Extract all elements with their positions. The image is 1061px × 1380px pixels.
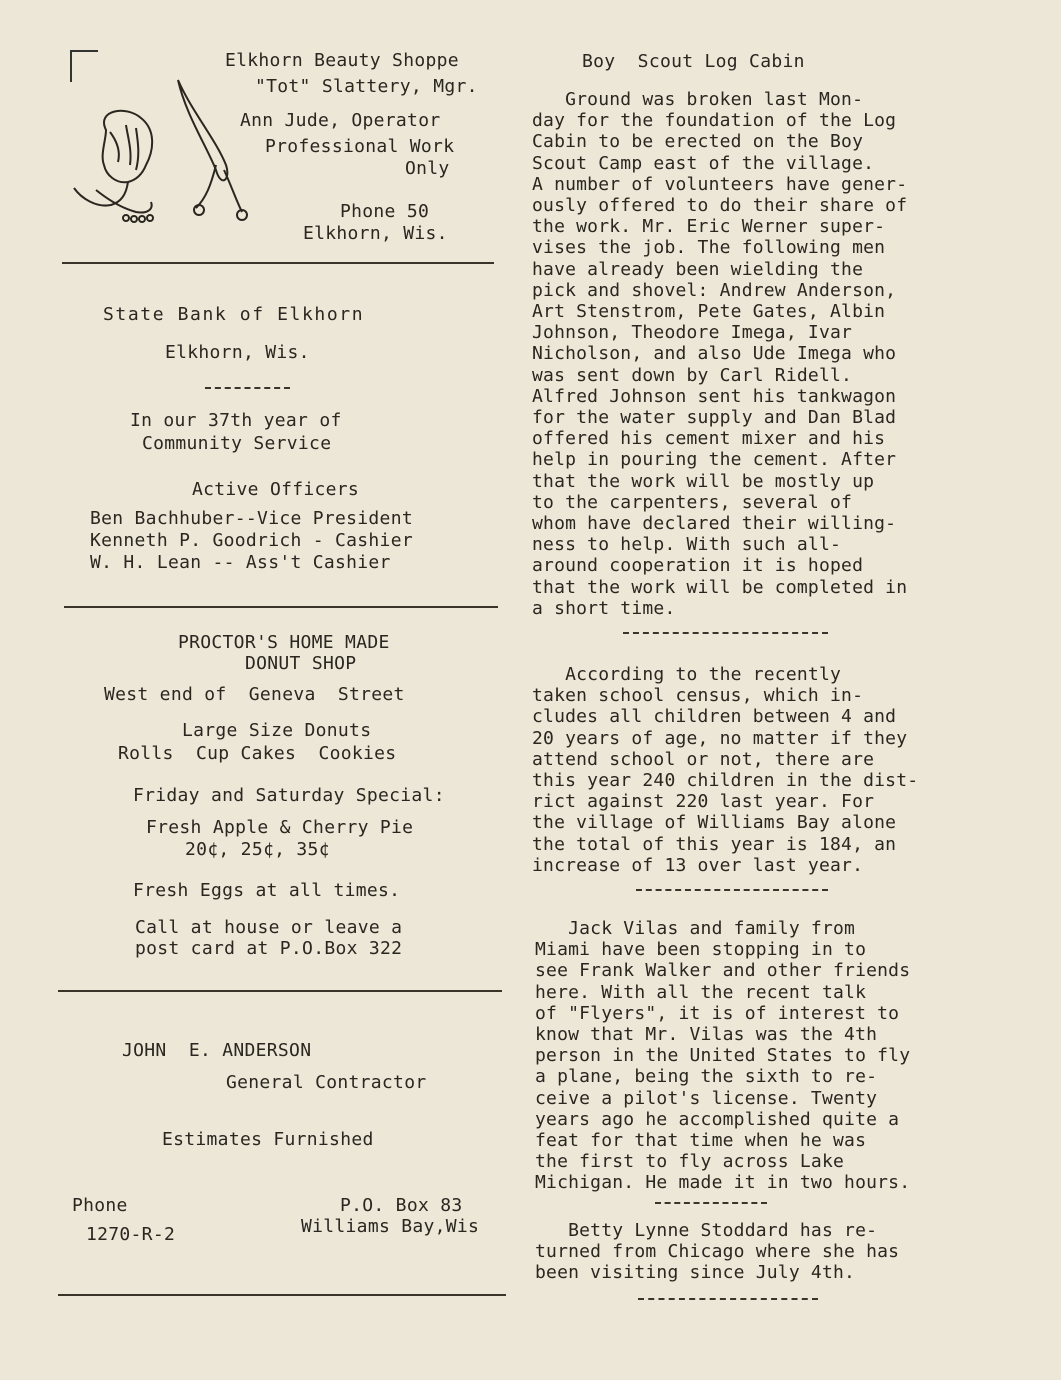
article-separator xyxy=(638,1298,818,1300)
article-line: increase of 13 over last year. xyxy=(532,854,864,876)
bank-community: Community Service xyxy=(142,433,332,454)
article-line: Betty Lynne Stoddard has re- xyxy=(535,1220,878,1241)
scout-title: Boy Scout Log Cabin xyxy=(582,51,805,72)
article-line: the total of this year is 184, an xyxy=(532,833,897,855)
article-line: Michigan. He made it in two hours. xyxy=(535,1172,911,1194)
donut-eggs: Fresh Eggs at all times. xyxy=(133,880,401,901)
contractor-name: JOHN E. ANDERSON xyxy=(122,1040,312,1061)
article-line: Scout Camp east of the village. xyxy=(532,152,875,174)
divider xyxy=(62,262,494,264)
article-separator xyxy=(636,889,828,891)
contractor-city: Williams Bay,Wis xyxy=(301,1216,480,1237)
beauty-shop-name: Elkhorn Beauty Shoppe xyxy=(225,50,459,71)
contractor-box: P.O. Box 83 xyxy=(340,1195,463,1216)
article-line: A number of volunteers have gener- xyxy=(532,173,908,195)
article-line: a short time. xyxy=(532,597,676,619)
article-line: ceive a pilot's license. Twenty xyxy=(535,1087,878,1109)
divider xyxy=(64,606,498,608)
article-line: 20 years of age, no matter if they xyxy=(532,727,908,749)
donut-call-2: post card at P.O.Box 322 xyxy=(135,938,403,959)
census-article xyxy=(532,664,918,876)
article-line: pick and shovel: Andrew Anderson, xyxy=(532,279,897,301)
donut-call: Call at house or leave a xyxy=(135,917,403,938)
beauty-shop-professional: Professional Work xyxy=(265,136,455,157)
article-line: Cabin to be erected on the Boy xyxy=(532,131,864,153)
article-line: cludes all children between 4 and xyxy=(532,706,897,728)
stoddard-article xyxy=(535,1220,899,1284)
article-line: offered his cement mixer and his xyxy=(532,428,886,450)
article-line: whom have declared their willing- xyxy=(532,513,897,535)
article-line: have already been wielding the xyxy=(532,258,864,280)
article-line: the first to fly across Lake xyxy=(535,1151,845,1173)
bank-officer: W. H. Lean -- Ass't Cashier xyxy=(90,552,391,573)
article-separator xyxy=(623,632,828,634)
article-line: that the work will be completed in xyxy=(532,576,908,598)
article-line: this year 240 children in the dist- xyxy=(532,770,919,792)
article-line: day for the foundation of the Log xyxy=(532,110,897,132)
contractor-phone: 1270-R-2 xyxy=(86,1224,176,1245)
article-line: for the water supply and Dan Blad xyxy=(532,407,897,429)
contractor-estimates: Estimates Furnished xyxy=(162,1129,374,1150)
bank-separator xyxy=(205,387,290,389)
bank-officers-heading: Active Officers xyxy=(192,479,360,500)
beauty-shop-phone: Phone 50 xyxy=(340,201,430,222)
article-line: was sent down by Carl Ridell. xyxy=(532,364,853,386)
article-line: that the work will be mostly up xyxy=(532,470,875,492)
donut-prices: 20¢, 25¢, 35¢ xyxy=(185,839,330,860)
bank-years: In our 37th year of xyxy=(130,410,342,431)
article-line: According to the recently xyxy=(532,664,842,685)
beauty-shop-only: Only xyxy=(405,158,450,179)
donut-items-2: Rolls Cup Cakes Cookies xyxy=(118,743,397,764)
article-line: help in pouring the cement. After xyxy=(532,449,897,471)
article-line: person in the United States to fly xyxy=(535,1045,911,1067)
article-line: the work. Mr. Eric Werner super- xyxy=(532,216,886,238)
article-line: here. With all the recent talk xyxy=(535,981,867,1003)
article-line: know that Mr. Vilas was the 4th xyxy=(535,1024,878,1046)
article-line: taken school census, which in- xyxy=(532,685,864,707)
bank-officer: Ben Bachhuber--Vice President xyxy=(90,508,413,529)
article-line: rict against 220 last year. For xyxy=(532,791,875,813)
divider xyxy=(58,990,502,992)
article-line: vises the job. The following men xyxy=(532,237,886,259)
article-line: Jack Vilas and family from xyxy=(535,918,856,939)
divider xyxy=(58,1294,506,1296)
article-line: attend school or not, there are xyxy=(532,748,875,770)
article-separator xyxy=(655,1202,767,1204)
article-line: around cooperation it is hoped xyxy=(532,555,864,577)
article-line: ness to help. With such all- xyxy=(532,534,842,556)
article-line: Alfred Johnson sent his tankwagon xyxy=(532,385,897,407)
article-line: turned from Chicago where she has xyxy=(535,1241,900,1263)
vilas-article xyxy=(535,918,910,1194)
article-line: Ground was broken last Mon- xyxy=(532,89,864,110)
beauty-illustration-icon xyxy=(66,70,256,230)
article-line: been visiting since July 4th. xyxy=(535,1262,856,1284)
beauty-shop-manager: "Tot" Slattery, Mgr. xyxy=(255,76,478,97)
donut-special: Friday and Saturday Special: xyxy=(133,785,445,806)
beauty-shop-operator: Ann Jude, Operator xyxy=(240,110,441,131)
bank-officer: Kenneth P. Goodrich - Cashier xyxy=(90,530,413,551)
contractor-phone-label: Phone xyxy=(72,1195,128,1216)
contractor-role: General Contractor xyxy=(226,1072,427,1093)
article-line: a plane, being the sixth to re- xyxy=(535,1066,878,1088)
scout-article xyxy=(532,89,907,619)
article-line: of "Flyers", it is of interest to xyxy=(535,1002,900,1024)
article-line: years ago he accomplished quite a xyxy=(535,1108,900,1130)
beauty-shop-city: Elkhorn, Wis. xyxy=(303,223,448,244)
article-line: Johnson, Theodore Imega, Ivar xyxy=(532,322,853,344)
donut-pie: Fresh Apple & Cherry Pie xyxy=(146,817,414,838)
article-line: Nicholson, and also Ude Imega who xyxy=(532,343,897,365)
article-line: the village of Williams Bay alone xyxy=(532,812,897,834)
bank-name: State Bank of Elkhorn xyxy=(103,304,365,325)
article-line: feat for that time when he was xyxy=(535,1130,867,1152)
donut-location: West end of Geneva Street xyxy=(104,684,405,705)
article-line: see Frank Walker and other friends xyxy=(535,960,911,982)
article-line: ously offered to do their share of xyxy=(532,195,908,217)
article-line: to the carpenters, several of xyxy=(532,491,853,513)
donut-items: Large Size Donuts xyxy=(182,720,372,741)
donut-title: PROCTOR'S HOME MADE xyxy=(178,632,390,653)
donut-title-2: DONUT SHOP xyxy=(245,653,357,674)
article-line: Miami have been stopping in to xyxy=(535,939,867,961)
article-line: Art Stenstrom, Pete Gates, Albin xyxy=(532,301,886,323)
bank-city: Elkhorn, Wis. xyxy=(165,342,310,363)
